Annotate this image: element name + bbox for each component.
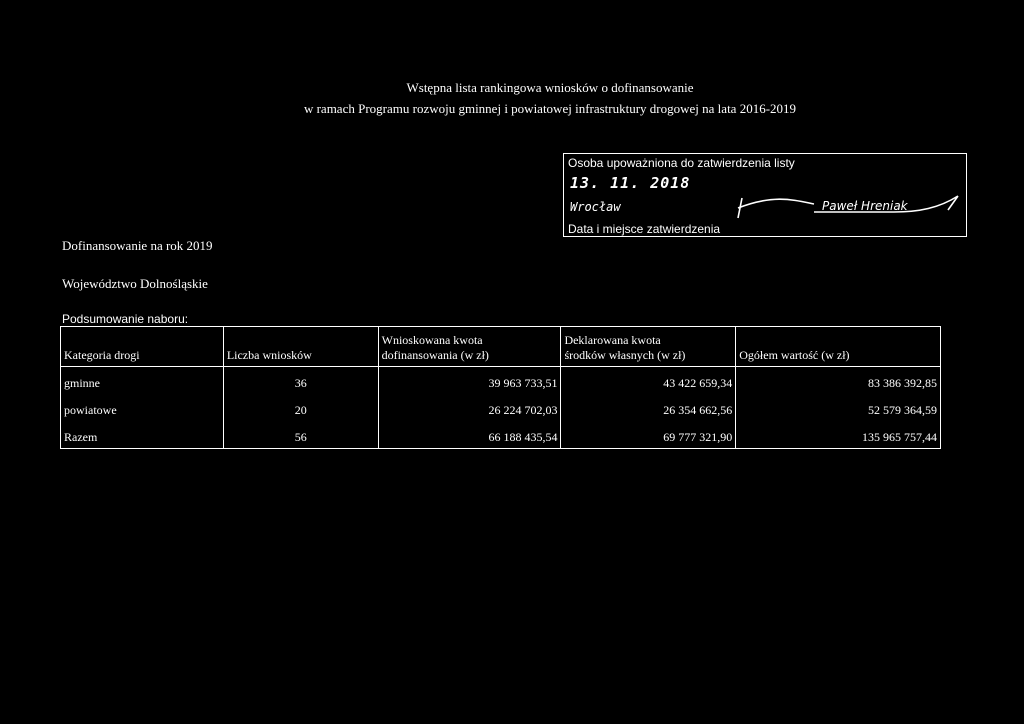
document-title: Wstępna lista rankingowa wniosków o dofinansowanie	[406, 80, 694, 95]
handwritten-place: Wrocław	[570, 200, 621, 214]
signature-image	[734, 192, 964, 222]
row-own-funds: 69 777 321,90	[561, 426, 736, 449]
table-header-row	[61, 327, 941, 367]
funding-year: Dofinansowanie na rok 2019	[62, 238, 213, 253]
row-own-funds: 26 354 662,56	[561, 399, 736, 421]
header-count: Liczba wniosków	[223, 327, 378, 367]
row-requested: 39 963 733,51	[378, 372, 561, 394]
document-subtitle: w ramach Programu rozwoju gminnej i powiatowej infrastruktury drogowej na lata 2016-2019	[303, 101, 797, 116]
row-category: gminne	[61, 372, 224, 394]
header-total: Ogółem wartość (w zł)	[736, 327, 941, 367]
table-row	[61, 372, 941, 394]
row-own-funds: 43 422 659,34	[561, 372, 736, 394]
voivodeship: Województwo Dolnośląskie	[62, 276, 208, 291]
approval-box	[563, 153, 967, 237]
row-total: 52 579 364,59	[736, 399, 941, 421]
row-count: 20	[223, 399, 378, 421]
row-category: powiatowe	[61, 399, 224, 421]
header-category: Kategoria drogi	[61, 327, 224, 367]
header-own-funds: Deklarowana kwota środków własnych (w zł)	[561, 327, 736, 367]
approval-label: Osoba upoważniona do zatwierdzenia listy	[568, 156, 795, 170]
summary-label: Podsumowanie naboru:	[62, 312, 189, 326]
table-row	[61, 399, 941, 421]
row-count: 56	[223, 426, 378, 449]
row-total: 135 965 757,44	[736, 426, 941, 449]
row-requested: 26 224 702,03	[378, 399, 561, 421]
row-count: 36	[223, 372, 378, 394]
header-requested: Wnioskowana kwota dofinansowania (w zł)	[378, 327, 561, 367]
summary-table	[60, 326, 941, 449]
table-total-row	[61, 426, 941, 449]
approval-date-label: Data i miejsce zatwierdzenia	[568, 222, 721, 236]
row-total: 83 386 392,85	[736, 372, 941, 394]
handwritten-date: 13. 11. 2018	[570, 174, 691, 192]
row-requested: 66 188 435,54	[378, 426, 561, 449]
row-category: Razem	[61, 426, 224, 449]
svg-text:Paweł Hreniak: Paweł Hreniak	[822, 199, 908, 213]
